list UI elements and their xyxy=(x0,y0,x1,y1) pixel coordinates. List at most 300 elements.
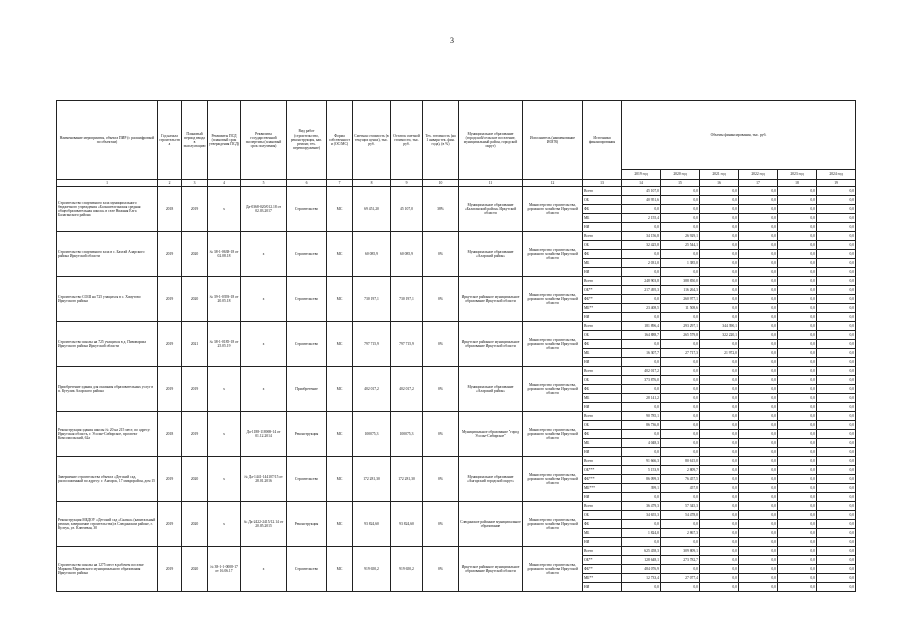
funding-amount: 260 977,1 xyxy=(661,295,700,304)
funding-amount: 0,0 xyxy=(622,268,661,277)
project-psd: № 39-1-0393-18 от 20.05.18 xyxy=(208,277,241,322)
funding-amount: 0,0 xyxy=(739,394,778,403)
project-name: Строительство школы на 1275 мест в рабочем поселке Маркова Марковского муниципального образования Иркутского района xyxy=(57,547,158,592)
funding-amount: 0,0 xyxy=(778,304,817,313)
funding-source: НИ xyxy=(583,448,622,457)
funding-source: ФБ xyxy=(583,340,622,349)
funding-amount: 0,0 xyxy=(817,475,856,484)
funding-amount: 0,0 xyxy=(622,205,661,214)
header-psd: Реквизиты ПСД (плановый срок утверждения ПСД) xyxy=(208,101,241,180)
column-number: 10 xyxy=(423,180,459,187)
column-number: 2 xyxy=(158,180,182,187)
funding-amount: 0,0 xyxy=(778,583,817,592)
project-year-start: 2019 xyxy=(158,367,182,412)
project-year-start: 2019 xyxy=(158,322,182,367)
project-estimated-cost: 172 281,30 xyxy=(353,457,391,502)
project-name: Строительство спортивного зала муниципального бюджетного учреждения «Большеелгинская средняя общеобразовательная школа» в селе Нижняя Елга Балаганского района xyxy=(57,187,158,232)
project-remaining-cost: 100075,3 xyxy=(391,412,423,457)
funding-amount: 0,0 xyxy=(622,358,661,367)
project-expertise: № Да-1441-144107/15 от 28.01.2016 xyxy=(241,457,287,502)
funding-amount: 0,0 xyxy=(739,358,778,367)
funding-amount: 91 666,3 xyxy=(622,457,661,466)
funding-amount: 0,0 xyxy=(661,268,700,277)
funding-source: ОБ xyxy=(583,376,622,385)
funding-source: Всего xyxy=(583,277,622,286)
header-ownership: Форма собственности (ОС/МС) xyxy=(327,101,353,180)
funding-amount: 0,0 xyxy=(778,502,817,511)
funding-amount: 27 717,3 xyxy=(661,349,700,358)
funding-amount: 0,0 xyxy=(700,403,739,412)
project-estimated-cost: 60 085,9 xyxy=(353,232,391,277)
header-year: 2020 год xyxy=(661,170,700,180)
funding-amount: 0,0 xyxy=(700,196,739,205)
funding-amount: 0,0 xyxy=(778,358,817,367)
funding-amount: 0,0 xyxy=(778,214,817,223)
funding-source: ФБ** xyxy=(583,565,622,574)
header-estimated-cost: Сметная стоимость (в текущих ценах), тыс. руб. xyxy=(353,101,391,180)
funding-amount: 0,0 xyxy=(739,556,778,565)
funding-amount: 0,0 xyxy=(661,187,700,196)
funding-source: Всего xyxy=(583,457,622,466)
funding-amount: 0,0 xyxy=(661,412,700,421)
funding-amount: 0,0 xyxy=(700,421,739,430)
funding-amount: 1 385,0 xyxy=(661,259,700,268)
funding-amount: 0,0 xyxy=(700,313,739,322)
project-municipality: Иркутское районное муниципальное образование Иркутской области xyxy=(459,322,523,367)
funding-amount: 0,0 xyxy=(817,547,856,556)
table-row xyxy=(57,367,856,376)
project-ownership: МС xyxy=(327,412,353,457)
project-estimated-cost: 919 650,2 xyxy=(353,547,391,592)
funding-amount: 0,0 xyxy=(817,484,856,493)
header-name: Наименование мероприятия, объекта ПИР (с расшифровкой по объектам) xyxy=(57,101,158,180)
funding-amount: 0,0 xyxy=(778,223,817,232)
funding-amount: 0,0 xyxy=(817,250,856,259)
funding-amount: 0,0 xyxy=(700,430,739,439)
funding-amount: 0,0 xyxy=(817,322,856,331)
funding-amount: 0,0 xyxy=(739,403,778,412)
funding-amount: 0,0 xyxy=(739,421,778,430)
funding-amount: 164 888,7 xyxy=(622,331,661,340)
funding-amount: 388 850,0 xyxy=(661,277,700,286)
funding-amount: 0,0 xyxy=(700,556,739,565)
funding-amount: 0,0 xyxy=(700,385,739,394)
project-psd: № 38-1-0185-18 от 25.05.19 xyxy=(208,322,241,367)
funding-amount: 0,0 xyxy=(700,466,739,475)
funding-source: МБ xyxy=(583,439,622,448)
column-number: 18 xyxy=(778,180,817,187)
funding-amount: 0,0 xyxy=(700,484,739,493)
funding-amount: 0,0 xyxy=(739,583,778,592)
table-row xyxy=(57,322,856,331)
project-estimated-cost: 69 451,20 xyxy=(353,187,391,232)
funding-amount: 0,0 xyxy=(817,187,856,196)
funding-source: МБ xyxy=(583,214,622,223)
project-name: Строительство школы на 725 учащихся в д. Пивовариха Иркутского района Иркутской области xyxy=(57,322,158,367)
project-readiness: 0% xyxy=(423,277,459,322)
project-remaining-cost: 730 197,1 xyxy=(391,277,423,322)
funding-source: НИ xyxy=(583,313,622,322)
table-row xyxy=(57,457,856,466)
project-municipality: Муниципальное образование «Аларский район» xyxy=(459,232,523,277)
header-year: 2021 год xyxy=(700,170,739,180)
table-row xyxy=(57,187,856,196)
table-row xyxy=(57,232,856,241)
project-planned-commission: 2020 xyxy=(182,547,208,592)
project-year-start: 2018 xyxy=(158,187,182,232)
funding-source: МБ*** xyxy=(583,484,622,493)
funding-amount: 0,0 xyxy=(778,475,817,484)
project-executor: Министерство строительства, дорожного хозяйства Иркутской области xyxy=(523,547,583,592)
funding-amount: 273 782,7 xyxy=(661,556,700,565)
funding-source: МБ** xyxy=(583,304,622,313)
header-municipality: Муниципальное образование (городской/сельское поселение, муниципальный район, городской округ) xyxy=(459,101,523,180)
funding-amount: 28 141,2 xyxy=(622,394,661,403)
funding-amount: 0,0 xyxy=(817,430,856,439)
funding-amount: 0,0 xyxy=(817,421,856,430)
project-planned-commission: 2020 xyxy=(182,277,208,322)
funding-amount: 0,0 xyxy=(661,520,700,529)
funding-amount: 0,0 xyxy=(700,412,739,421)
funding-source: НИ xyxy=(583,268,622,277)
funding-amount: 0,0 xyxy=(817,205,856,214)
project-planned-commission: 2019 xyxy=(182,187,208,232)
funding-amount: 0,0 xyxy=(817,313,856,322)
funding-amount: 0,0 xyxy=(817,457,856,466)
table-row xyxy=(57,277,856,286)
funding-amount: 11 508,6 xyxy=(661,304,700,313)
funding-amount: 0,0 xyxy=(778,412,817,421)
project-executor: Министерство строительства, дорожного хозяйства Иркутской области xyxy=(523,232,583,277)
project-name: Приобретение здания для оказания образовательных услуг в п. Кутулик Аларского района xyxy=(57,367,158,412)
project-executor: Министерство строительства, дорожного хозяйства Иркутской области xyxy=(523,187,583,232)
project-estimated-cost: 797 715,9 xyxy=(353,322,391,367)
funding-amount: 0,0 xyxy=(661,196,700,205)
funding-amount: 248 903,8 xyxy=(622,277,661,286)
funding-amount: 0,0 xyxy=(739,412,778,421)
project-ownership: МС xyxy=(327,322,353,367)
funding-amount: 0,0 xyxy=(739,340,778,349)
funding-amount: 90 785,1 xyxy=(622,412,661,421)
funding-amount: 0,0 xyxy=(778,196,817,205)
table-row xyxy=(57,412,856,421)
column-number: 15 xyxy=(661,180,700,187)
header-funding-volumes: Объемы финансирования, тыс. руб. xyxy=(622,101,856,170)
funding-source: Всего xyxy=(583,367,622,376)
funding-amount: 0,0 xyxy=(700,304,739,313)
funding-amount: 0,0 xyxy=(700,277,739,286)
funding-amount: 0,0 xyxy=(778,529,817,538)
funding-amount: 0,0 xyxy=(700,295,739,304)
funding-amount: 0,0 xyxy=(778,367,817,376)
funding-amount: 0,0 xyxy=(700,529,739,538)
project-work-type: Реконструкция xyxy=(287,502,327,547)
funding-amount: 27 077,4 xyxy=(661,574,700,583)
project-planned-commission: 2021 xyxy=(182,322,208,367)
funding-amount: 5 153,9 xyxy=(622,466,661,475)
project-remaining-cost: 45 107,0 xyxy=(391,187,423,232)
funding-amount: 0,0 xyxy=(700,538,739,547)
funding-amount: 0,0 xyxy=(778,520,817,529)
project-work-type: Строительство xyxy=(287,547,327,592)
project-readiness: 0% xyxy=(423,232,459,277)
funding-amount: 40 951,6 xyxy=(622,196,661,205)
funding-amount: 0,0 xyxy=(778,466,817,475)
project-executor: Министерство строительства, дорожного хозяйства Иркутской области xyxy=(523,502,583,547)
funding-amount: 54 478,0 xyxy=(661,511,700,520)
funding-amount: 0,0 xyxy=(739,277,778,286)
financing-table xyxy=(56,100,856,592)
funding-amount: 0,0 xyxy=(817,340,856,349)
funding-amount: 0,0 xyxy=(739,232,778,241)
funding-source: ОБ xyxy=(583,511,622,520)
funding-amount: 0,0 xyxy=(700,223,739,232)
funding-amount: 0,0 xyxy=(700,241,739,250)
funding-amount: 0,0 xyxy=(817,277,856,286)
funding-source: МБ xyxy=(583,349,622,358)
project-ownership: МС xyxy=(327,457,353,502)
project-remaining-cost: 402 017,2 xyxy=(391,367,423,412)
funding-amount: 0,0 xyxy=(700,214,739,223)
funding-source: МБ xyxy=(583,259,622,268)
funding-amount: 0,0 xyxy=(778,448,817,457)
column-number: 14 xyxy=(622,180,661,187)
funding-amount: 34 655,3 xyxy=(622,511,661,520)
funding-amount: 0,0 xyxy=(739,502,778,511)
column-number: 4 xyxy=(208,180,241,187)
project-expertise: Да-1188-118069-14 от 01.12.2014 xyxy=(241,412,287,457)
funding-amount: 0,0 xyxy=(700,367,739,376)
funding-amount: 373 876,0 xyxy=(622,376,661,385)
funding-source: ОБ** xyxy=(583,286,622,295)
funding-amount: 0,0 xyxy=(661,565,700,574)
funding-amount: 0,0 xyxy=(778,322,817,331)
header-executor: Исполнитель (наименование ИОГВ) xyxy=(523,101,583,180)
funding-source: НИ xyxy=(583,583,622,592)
funding-amount: 0,0 xyxy=(817,196,856,205)
funding-amount: 0,0 xyxy=(817,394,856,403)
column-number: 5 xyxy=(241,180,287,187)
funding-amount: 0,0 xyxy=(778,457,817,466)
funding-amount: 0,0 xyxy=(778,556,817,565)
funding-amount: 2 031,0 xyxy=(622,259,661,268)
funding-amount: 0,0 xyxy=(700,358,739,367)
table-row xyxy=(57,547,856,556)
funding-amount: 0,0 xyxy=(739,430,778,439)
funding-amount: 0,0 xyxy=(661,358,700,367)
funding-amount: 0,0 xyxy=(700,448,739,457)
funding-amount: 0,0 xyxy=(739,529,778,538)
funding-amount: 0,0 xyxy=(700,286,739,295)
project-ownership: МС xyxy=(327,277,353,322)
funding-amount: 0,0 xyxy=(700,565,739,574)
project-municipality: Муниципальное образование «Ангарский городской округ» xyxy=(459,457,523,502)
funding-amount: 0,0 xyxy=(778,403,817,412)
funding-amount: 0,0 xyxy=(700,376,739,385)
funding-amount: 0,0 xyxy=(817,583,856,592)
funding-amount: 0,0 xyxy=(661,214,700,223)
project-estimated-cost: 402 017,2 xyxy=(353,367,391,412)
funding-amount: 2 155,4 xyxy=(622,214,661,223)
funding-amount: 12 733,4 xyxy=(622,574,661,583)
column-number: 9 xyxy=(391,180,423,187)
page-number: 3 xyxy=(450,36,454,45)
project-municipality: Иркутское районное муниципальное образование Иркутской области xyxy=(459,547,523,592)
funding-amount: 0,0 xyxy=(622,520,661,529)
funding-amount: 16 307,7 xyxy=(622,349,661,358)
funding-amount: 0,0 xyxy=(661,205,700,214)
column-number: 1 xyxy=(57,180,158,187)
funding-amount: 0,0 xyxy=(622,538,661,547)
funding-amount: 0,0 xyxy=(739,457,778,466)
project-psd: х xyxy=(208,412,241,457)
header-year: 2022 год xyxy=(739,170,778,180)
funding-amount: 0,0 xyxy=(622,493,661,502)
funding-amount: 0,0 xyxy=(817,520,856,529)
project-year-start: 2019 xyxy=(158,277,182,322)
funding-amount: 0,0 xyxy=(739,484,778,493)
project-estimated-cost: 100075,3 xyxy=(353,412,391,457)
column-number: 7 xyxy=(327,180,353,187)
funding-amount: 293 297,1 xyxy=(661,322,700,331)
funding-amount: 0,0 xyxy=(778,250,817,259)
funding-amount: 0,0 xyxy=(622,340,661,349)
funding-amount: 0,0 xyxy=(739,538,778,547)
project-work-type: Строительство xyxy=(287,457,327,502)
funding-source: МБ** xyxy=(583,574,622,583)
project-planned-commission: 2019 xyxy=(182,412,208,457)
funding-amount: 0,0 xyxy=(778,241,817,250)
funding-amount: 0,0 xyxy=(817,304,856,313)
funding-amount: 0,0 xyxy=(817,259,856,268)
funding-amount: 0,0 xyxy=(817,511,856,520)
funding-amount: 86 099,3 xyxy=(622,475,661,484)
funding-amount: 0,0 xyxy=(817,358,856,367)
funding-amount: 0,0 xyxy=(817,412,856,421)
funding-amount: 0,0 xyxy=(778,349,817,358)
funding-amount: 0,0 xyxy=(817,574,856,583)
funding-amount: 36 479,3 xyxy=(622,502,661,511)
project-ownership: МС xyxy=(327,367,353,412)
funding-amount: 0,0 xyxy=(778,484,817,493)
funding-amount: 0,0 xyxy=(817,385,856,394)
funding-amount: 0,0 xyxy=(622,223,661,232)
funding-amount: 457,8 xyxy=(661,484,700,493)
funding-amount: 0,0 xyxy=(778,511,817,520)
funding-amount: 0,0 xyxy=(817,556,856,565)
funding-amount: 265 579,8 xyxy=(661,331,700,340)
funding-amount: 0,0 xyxy=(739,286,778,295)
funding-amount: 0,0 xyxy=(700,547,739,556)
funding-amount: 0,0 xyxy=(778,565,817,574)
funding-amount: 0,0 xyxy=(700,187,739,196)
funding-amount: 0,0 xyxy=(700,511,739,520)
funding-amount: 484 076,9 xyxy=(622,565,661,574)
header-year: 2023 год xyxy=(778,170,817,180)
project-executor: Министерство строительства, дорожного хозяйства Иркутской области xyxy=(523,457,583,502)
funding-source: НИ xyxy=(583,403,622,412)
funding-source: Всего xyxy=(583,412,622,421)
funding-amount: 0,0 xyxy=(661,430,700,439)
project-psd: х xyxy=(208,502,241,547)
funding-amount: 0,0 xyxy=(622,583,661,592)
funding-amount: 0,0 xyxy=(778,439,817,448)
funding-amount: 0,0 xyxy=(661,250,700,259)
funding-source: НИ xyxy=(583,493,622,502)
funding-amount: 0,0 xyxy=(622,385,661,394)
header-year-start: Год начала строительства xyxy=(158,101,182,180)
funding-amount: 0,0 xyxy=(622,250,661,259)
column-number: 8 xyxy=(353,180,391,187)
funding-amount: 0,0 xyxy=(817,241,856,250)
project-psd: х xyxy=(208,457,241,502)
funding-amount: 0,0 xyxy=(700,583,739,592)
funding-amount: 0,0 xyxy=(661,448,700,457)
funding-source: Всего xyxy=(583,232,622,241)
funding-amount: 0,0 xyxy=(739,574,778,583)
project-municipality: Муниципальное образование "город Усолье-Сибирское" xyxy=(459,412,523,457)
project-planned-commission: 2020 xyxy=(182,457,208,502)
project-work-type: Строительство xyxy=(287,187,327,232)
funding-amount: 0,0 xyxy=(739,259,778,268)
project-estimated-cost: 93 824,60 xyxy=(353,502,391,547)
funding-source: ОБ*** xyxy=(583,466,622,475)
funding-amount: 0,0 xyxy=(700,268,739,277)
funding-amount: 0,0 xyxy=(817,565,856,574)
funding-amount: 0,0 xyxy=(778,493,817,502)
funding-amount: 0,0 xyxy=(739,475,778,484)
funding-amount: 0,0 xyxy=(622,430,661,439)
funding-source: ФБ*** xyxy=(583,475,622,484)
funding-amount: 0,0 xyxy=(700,520,739,529)
funding-amount: 0,0 xyxy=(661,376,700,385)
funding-amount: 0,0 xyxy=(739,223,778,232)
project-executor: Министерство строительства, дорожного хозяйства Иркутской области xyxy=(523,277,583,322)
funding-source: МБ xyxy=(583,529,622,538)
funding-amount: 0,0 xyxy=(817,286,856,295)
project-remaining-cost: 919 650,2 xyxy=(391,547,423,592)
project-readiness: 0% xyxy=(423,412,459,457)
project-year-start: 2018 xyxy=(158,412,182,457)
funding-source: ОБ xyxy=(583,331,622,340)
funding-amount: 0,0 xyxy=(817,376,856,385)
funding-amount: 0,0 xyxy=(778,295,817,304)
funding-amount: 0,0 xyxy=(700,493,739,502)
funding-amount: 0,0 xyxy=(700,502,739,511)
funding-amount: 0,0 xyxy=(739,268,778,277)
funding-amount: 0,0 xyxy=(778,385,817,394)
funding-amount: 0,0 xyxy=(817,502,856,511)
funding-amount: 0,0 xyxy=(739,367,778,376)
project-name: Строительство спортивного зала в с. Бахтай Аларского района Иркутской области xyxy=(57,232,158,277)
funding-amount: 0,0 xyxy=(739,295,778,304)
project-estimated-cost: 730 197,1 xyxy=(353,277,391,322)
project-ownership: МС xyxy=(327,232,353,277)
funding-source: ОБ xyxy=(583,421,622,430)
funding-amount: 0,0 xyxy=(817,214,856,223)
funding-amount: 0,0 xyxy=(817,367,856,376)
funding-source: НИ xyxy=(583,538,622,547)
funding-amount: 0,0 xyxy=(739,205,778,214)
funding-source: ОБ xyxy=(583,196,622,205)
funding-amount: 0,0 xyxy=(739,187,778,196)
funding-amount: 399,1 xyxy=(622,484,661,493)
project-ownership: МС xyxy=(327,187,353,232)
project-psd: х xyxy=(208,187,241,232)
funding-amount: 0,0 xyxy=(778,259,817,268)
funding-amount: 76 457,5 xyxy=(661,475,700,484)
funding-amount: 0,0 xyxy=(739,448,778,457)
